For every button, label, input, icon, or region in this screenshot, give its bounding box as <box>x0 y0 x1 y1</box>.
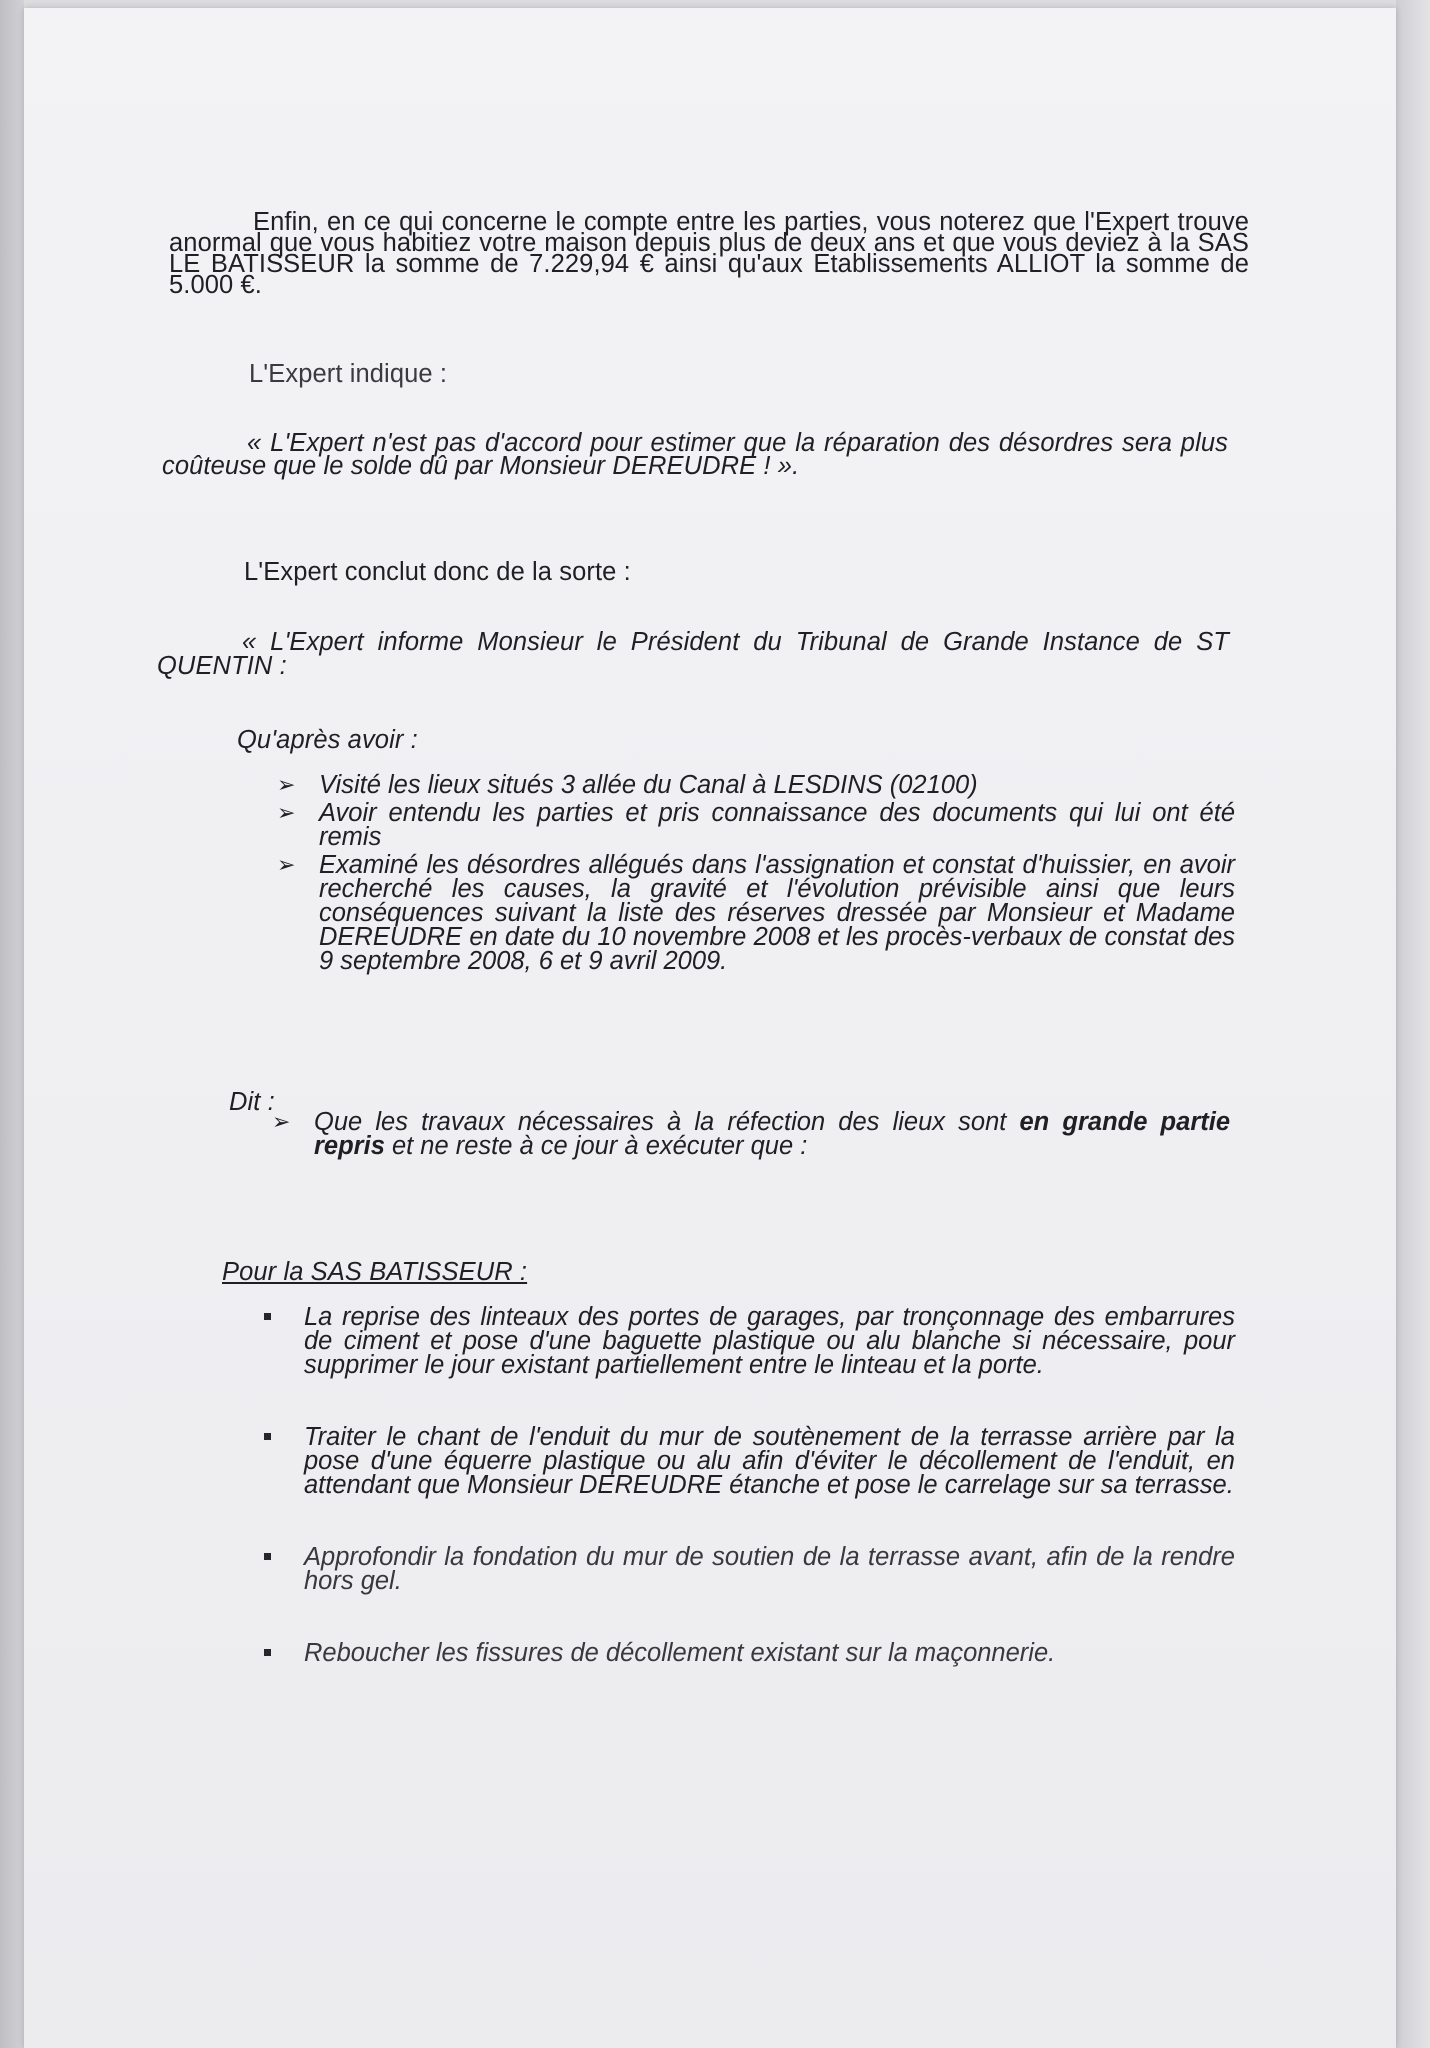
list-item: Approfondir la fondation du mur de soutien de la terrasse avant, afin de la rendre hors gel. <box>264 1545 1235 1593</box>
list-item: Traiter le chant de l'enduit du mur de soutènement de la terrasse arrière par la pose d'une équerre plastique ou alu afin d'éviter le décollement de l'enduit, en attendant que Monsieur DEREUDRE étanche et pose le carrelage sur sa terrasse. <box>264 1425 1235 1497</box>
section-heading: Pour la SAS BATISSEUR : <box>222 1257 528 1286</box>
expert-quote-1: « L'Expert n'est pas d'accord pour estimer que la réparation des désordres sera plus coûteuse que le solde dû par Monsieur DEREUDRE ! ». <box>162 428 1228 480</box>
conclusion-intro: L'Expert conclut donc de la sorte : <box>244 557 631 586</box>
arrow-bullet-icon: ➢ <box>277 852 296 877</box>
list-item: Reboucher les fissures de décollement existant sur la maçonnerie. <box>264 1641 1235 1665</box>
apres-avoir-label: Qu'après avoir : <box>237 725 418 754</box>
constats-list <box>277 773 1235 977</box>
list-item: ➢ Examiné les désordres allégués dans l'assignation et constat d'huissier, en avoir recherché les causes, la gravité et l'évolution prévisible ainsi que leurs conséquences suivant la liste des réserves dressée par Monsieur et Madame DEREUDRE en date du 10 novembre 2008 et les procès-verbaux de constat des 9 septembre 2008, 6 et 9 avril 2009. <box>277 851 1235 975</box>
square-bullet-icon <box>264 1649 271 1656</box>
arrow-bullet-icon: ➢ <box>277 772 296 797</box>
square-bullet-icon <box>264 1553 271 1560</box>
dit-list <box>272 1110 1230 1162</box>
list-item: ➢ Avoir entendu les parties et pris connaissance des documents qui lui ont été remis <box>277 799 1235 851</box>
expert-quote-2: « L'Expert informe Monsieur le Président du Tribunal de Grande Instance de ST QUENTIN : <box>157 627 1229 680</box>
square-bullet-icon <box>264 1433 271 1440</box>
dit-text-after: et ne reste à ce jour à exécuter que : <box>384 1132 808 1160</box>
document-page <box>24 8 1396 2048</box>
travaux-list <box>264 1305 1235 1713</box>
list-item: La reprise des linteaux des portes de garages, par tronçonnage des embarrures de ciment et pose d'une baguette plastique ou alu blanche si nécessaire, pour supprimer le jour existant partiellement entre le linteau et la porte. <box>264 1305 1235 1377</box>
list-item <box>272 1110 1230 1158</box>
background-right-edge <box>1396 0 1430 2048</box>
dit-text-before: Que les travaux nécessaires à la réfection des lieux sont <box>314 1108 1020 1136</box>
dit-text-bold: en grande partie repris <box>314 1108 1230 1160</box>
square-bullet-icon <box>264 1313 271 1320</box>
arrow-bullet-icon: ➢ <box>272 1109 291 1134</box>
background-left-edge <box>0 0 24 2048</box>
expert-indique-label: L'Expert indique : <box>249 359 448 388</box>
intro-paragraph: Enfin, en ce qui concerne le compte entre les parties, vous noterez que l'Expert trouve anormal que vous habitiez votre maison depuis plus de deux ans et que vous deviez à la SAS LE BATISSEUR la somme de 7.229,94 € ainsi qu'aux Etablissements ALLIOT la somme de 5.000 €. <box>169 207 1249 299</box>
dit-label: Dit : <box>229 1087 275 1116</box>
arrow-bullet-icon: ➢ <box>277 800 296 825</box>
list-item: ➢ Visité les lieux situés 3 allée du Canal à LESDINS (02100) <box>277 771 978 799</box>
